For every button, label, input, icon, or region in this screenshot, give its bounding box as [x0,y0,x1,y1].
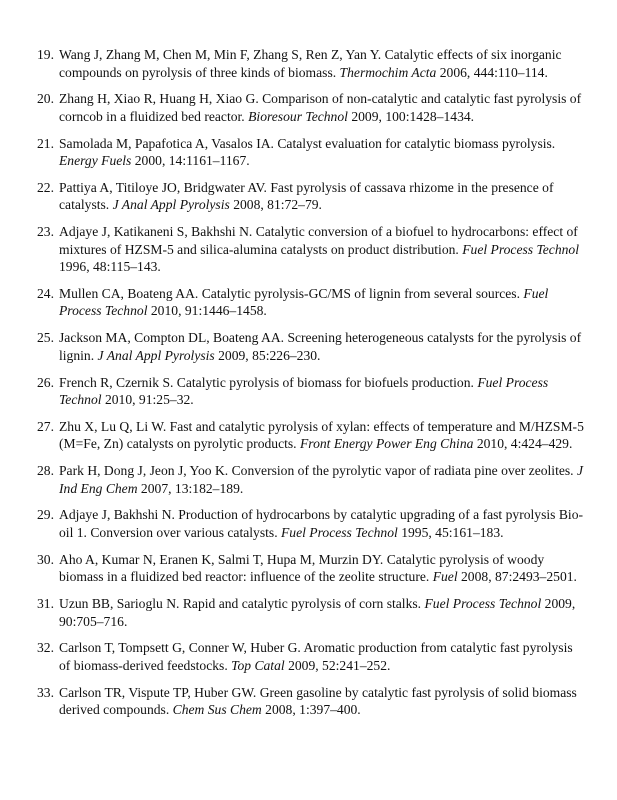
reference-item [0,639,617,674]
reference-authors-title: Zhang H, Xiao R, Huang H, Xiao G. Comparison of non-catalytic and catalytic fast pyrolysis of corncob in a fluidized bed reactor. [59,91,582,124]
reference-item [0,90,617,125]
reference-citation: 2008, 81:72–79. [229,197,322,213]
reference-text [59,286,548,319]
reference-citation: 2010, 4:424–429. [473,436,573,452]
reference-number: 26. [37,374,54,390]
reference-authors-title: Wang J, Zhang M, Chen M, Min F, Zhang S, Ren Z, Yan Y. Catalytic effects of six inorganic compounds on pyrolysis of three kinds of biomass. [59,47,562,80]
reference-item [0,374,617,409]
reference-authors-title: Aho A, Kumar N, Eranen K, Salmi T, Hupa M, Murzin DY. Catalytic pyrolysis of woody biomass in a fluidized bed reactor: influence of the zeolite structure. [59,551,545,585]
reference-list [0,46,617,728]
reference-authors-title: Zhu X, Lu Q, Li W. Fast and catalytic pyrolysis of xylan: effects of temperature and M/HZSM-5 (M=Fe, Zn) catalysts on pyrolytic products. [59,418,584,452]
reference-number: 24. [37,285,54,301]
reference-text [59,419,584,452]
journal-name: Top Catal [231,657,285,673]
reference-citation: 2010, 91:25–32. [101,392,194,408]
reference-text [59,640,573,673]
reference-citation: 2009, 85:226–230. [214,347,321,363]
reference-citation: 2008, 1:397–400. [261,702,361,718]
reference-item [0,684,617,719]
reference-number: 21. [37,135,54,151]
reference-citation: 2008, 87:2493–2501. [457,569,577,585]
reference-authors-title: Mullen CA, Boateng AA. Catalytic pyrolysis-GC/MS of lignin from several sources. [59,285,524,301]
reference-authors-title: Jackson MA, Compton DL, Boateng AA. Screening heterogeneous catalysts for the pyrolysis of lignin. [59,330,582,363]
reference-number: 30. [37,551,54,567]
journal-name: Fuel Process Technol [462,241,580,257]
reference-citation: 2006, 444:110–114. [436,64,548,80]
reference-number: 28. [37,463,54,479]
reference-number: 29. [37,507,54,523]
reference-citation: 2009, 90:705–716. [59,596,576,629]
reference-item [0,329,617,364]
reference-authors-title: Uzun BB, Sarioglu N. Rapid and catalytic pyrolysis of corn stalks. [59,596,425,612]
reference-number: 27. [37,418,54,434]
reference-authors-title: Carlson T, Tompsett G, Conner W, Huber G. Aromatic production from catalytic fast pyrolysis of biomass-derived feedstocks. [59,640,573,673]
reference-authors-title: Adjaye J, Bakhshi N. Production of hydrocarbons by catalytic upgrading of a fast pyrolysis Bio-oil 1. Conversion over various catalysts. [59,507,584,540]
journal-name: J Ind Eng Chem [59,463,584,496]
reference-item [0,135,617,170]
reference-number: 31. [37,596,54,612]
reference-item [0,46,617,81]
reference-number: 22. [37,179,54,195]
journal-name: Chem Sus Chem [172,702,262,718]
reference-item [0,418,617,453]
reference-item [0,285,617,320]
journal-name: Fuel [432,569,458,585]
journal-name: J Anal Appl Pyrolysis [112,197,230,213]
reference-citation: 2007, 13:182–189. [137,480,244,496]
reference-number: 33. [37,684,54,700]
reference-text [59,375,548,408]
reference-item [0,462,617,497]
reference-item [0,506,617,541]
reference-citation: 2010, 91:1446–1458. [147,303,267,319]
journal-name: Front Energy Power Eng China [299,436,474,452]
reference-text [59,91,581,124]
reference-number: 19. [37,47,54,62]
reference-authors-title: Adjaye J, Katikaneni S, Bakhshi N. Catalytic conversion of a biofuel to hydrocarbons: effect of mixtures of HZSM-5 and silica-alumina catalysts on product distribution. [59,224,578,257]
reference-text [59,463,583,496]
reference-number: 23. [37,224,54,240]
journal-name: J Anal Appl Pyrolysis [97,347,215,363]
reference-text [59,330,581,363]
journal-name: Fuel Process Technol [59,285,549,319]
reference-number: 32. [37,640,54,656]
reference-authors-title: Pattiya A, Titiloye JO, Bridgwater AV. Fast pyrolysis of cassava rhizome in the presence of catalysts. [59,179,554,213]
reference-citation: 1996, 48:115–143. [59,259,161,275]
reference-authors-title: Samolada M, Papafotica A, Vasalos IA. Catalyst evaluation for catalytic biomass pyrolysis. [59,135,556,151]
journal-name: Fuel Process Technol [281,524,398,540]
reference-text [59,552,577,585]
reference-citation: 2000, 14:1161–1167. [131,153,250,169]
journal-name: Thermochim Acta [339,64,437,80]
reference-number: 25. [37,330,54,346]
reference-authors-title: Carlson TR, Vispute TP, Huber GW. Green gasoline by catalytic fast pyrolysis of solid biomass derived compounds. [59,684,577,718]
reference-authors-title: French R, Czernik S. Catalytic pyrolysis of biomass for biofuels production. [59,374,478,390]
reference-citation: 2009, 52:241–252. [284,657,391,673]
reference-text [59,507,583,540]
reference-text [59,224,579,274]
reference-item [0,179,617,214]
reference-item [0,595,617,630]
reference-text [59,47,562,80]
journal-name: Energy Fuels [59,153,132,169]
reference-text [59,596,575,629]
reference-citation: 2009, 100:1428–1434. [347,108,475,124]
reference-number: 20. [37,91,54,107]
reference-item [0,551,617,586]
journal-name: Fuel Process Technol [424,596,542,612]
reference-authors-title: Park H, Dong J, Jeon J, Yoo K. Conversion of the pyrolytic vapor of radiata pine over zeolites. [59,463,577,479]
reference-text [59,136,555,169]
journal-name: Bioresour Technol [248,108,348,124]
journal-name: Fuel Process Technol [59,374,549,408]
reference-citation: 1995, 45:161–183. [397,524,504,540]
reference-text [59,685,577,718]
reference-item [0,223,617,276]
reference-text [59,180,553,213]
